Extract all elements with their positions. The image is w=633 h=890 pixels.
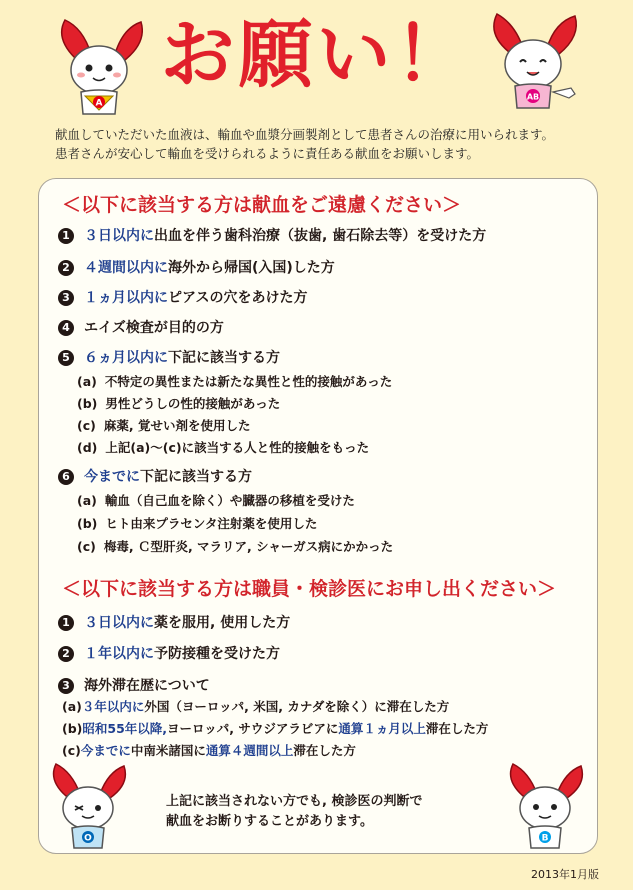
s2-sub3-b — [62, 719, 488, 737]
mascot-a-badge: A — [95, 98, 103, 109]
sub-text: 麻薬, 覚せい剤を使用した — [103, 418, 251, 433]
s1-sub5-d — [77, 438, 369, 456]
page-title: お願い！ — [160, 12, 473, 98]
item-text: エイズ検査が目的の方 — [84, 320, 224, 336]
number-badge: 1 — [58, 615, 74, 631]
s1-sub5-b — [77, 394, 280, 412]
s1-sub6-a — [77, 491, 355, 509]
s1-item-1 — [58, 225, 486, 245]
item-highlight: ３日以内に — [84, 228, 154, 244]
number-badge: 1 — [58, 228, 74, 244]
sub-text: ヒト由来プラセンタ注射薬を使用した — [105, 516, 318, 531]
sub-label: (d) — [77, 440, 98, 455]
sub-label: (b) — [62, 721, 83, 736]
mascot-b-badge: B — [541, 833, 549, 844]
item-highlight: ６ヵ月以内に — [84, 350, 168, 366]
s2-sub3-a — [62, 697, 449, 715]
sub-text: 男性どうしの性的接触があった — [105, 396, 281, 411]
note-text — [166, 792, 422, 832]
item-text: 下記に該当する方 — [140, 469, 252, 485]
sub-text-end: 滞在した方 — [425, 721, 489, 736]
item-text: 下記に該当する方 — [168, 350, 280, 366]
sub-text: 中南米諸国に — [130, 743, 206, 758]
sub-text: 上記(a)～(c)に該当する人と性的接触をもった — [105, 440, 370, 455]
sub-text: 不特定の異性または新たな異性と性的接触があった — [104, 374, 393, 389]
sub-text: 梅毒, Ｃ型肝炎, マラリア, シャーガス病にかかった — [103, 539, 394, 554]
note-line-2: 献血をお断りすることがあります。 — [166, 814, 373, 829]
sub-label: (c) — [77, 418, 96, 433]
s2-item-1 — [58, 612, 290, 632]
s1-sub6-b — [77, 514, 317, 532]
sub-label: (b) — [77, 396, 98, 411]
sub-highlight-2: 通算１ヵ月以上 — [338, 721, 426, 736]
sub-text: 外国（ヨーロッパ, 米国, カナダを除く）に滞在した方 — [144, 699, 450, 714]
mascot-ab-badge: AB — [526, 92, 540, 102]
section2-heading: ＜以下に該当する方は職員・検診医にお申し出ください＞ — [62, 578, 557, 600]
sub-label: (a) — [77, 493, 97, 508]
sub-highlight: 昭和55年以降, — [82, 721, 168, 736]
s1-sub5-c — [77, 416, 250, 434]
number-badge: 2 — [58, 646, 74, 662]
section1-heading: ＜以下に該当する方は献血をご遠慮ください＞ — [62, 194, 462, 216]
mascot-b-icon — [505, 762, 585, 850]
sub-label: (a) — [77, 374, 97, 389]
s1-item-3 — [58, 287, 307, 307]
intro-line-2: 患者さんが安心して輸血を受けられるように責任ある献血をお願いします。 — [55, 146, 480, 161]
s1-item-6 — [58, 466, 252, 486]
item-highlight: ４週間以内に — [84, 260, 168, 276]
sub-text-end: 滞在した方 — [293, 743, 356, 758]
s1-item-4 — [58, 317, 224, 337]
item-text: 海外から帰国(入国)した方 — [168, 260, 335, 276]
s1-sub5-a — [77, 372, 392, 390]
intro-line-1: 献血していただいた血液は、輸血や血漿分画製剤として患者さんの治療に用いられます。 — [55, 127, 555, 142]
s2-sub3-c — [62, 741, 356, 759]
sub-highlight: 今までに — [80, 743, 131, 758]
s2-item-2 — [58, 643, 280, 663]
mascot-o-icon — [48, 762, 128, 850]
number-badge: 3 — [58, 678, 74, 694]
edition-label: 2013年1月版 — [531, 868, 599, 881]
number-badge: 3 — [58, 290, 74, 306]
s1-item-5 — [58, 347, 280, 367]
s2-item-3 — [58, 675, 210, 695]
number-badge: 4 — [58, 320, 74, 336]
number-badge: 6 — [58, 469, 74, 485]
sub-text: ヨーロッパ, サウジアラビアに — [167, 721, 339, 736]
item-highlight: ３日以内に — [84, 615, 154, 631]
item-highlight: 今までに — [84, 469, 140, 485]
s1-sub6-c — [77, 537, 393, 555]
intro-text — [55, 125, 554, 163]
sub-label: (c) — [62, 743, 81, 758]
item-text: 海外滞在歴について — [84, 678, 210, 694]
item-text: 予防接種を受けた方 — [154, 646, 280, 662]
note-line-1: 上記に該当されない方でも, 検診医の判断で — [166, 794, 423, 809]
item-text: ピアスの穴をあけた方 — [168, 290, 308, 306]
item-highlight: １年以内に — [84, 646, 154, 662]
s1-item-2 — [58, 257, 335, 277]
sub-highlight-2: 通算４週間以上 — [205, 743, 294, 758]
number-badge: 2 — [58, 260, 74, 276]
sub-label: (b) — [77, 516, 98, 531]
sub-highlight: ３年以内に — [81, 699, 145, 714]
item-text: 薬を服用, 使用した方 — [154, 615, 291, 631]
sub-text: 輸血（自己血を除く）や臓器の移植を受けた — [104, 493, 355, 508]
sub-label: (c) — [77, 539, 96, 554]
mascot-o-badge: O — [84, 833, 92, 844]
item-highlight: １ヵ月以内に — [84, 290, 168, 306]
item-text: 出血を伴う歯科治療（抜歯, 歯石除去等）を受けた方 — [154, 228, 487, 244]
number-badge: 5 — [58, 350, 74, 366]
sub-label: (a) — [62, 699, 82, 714]
